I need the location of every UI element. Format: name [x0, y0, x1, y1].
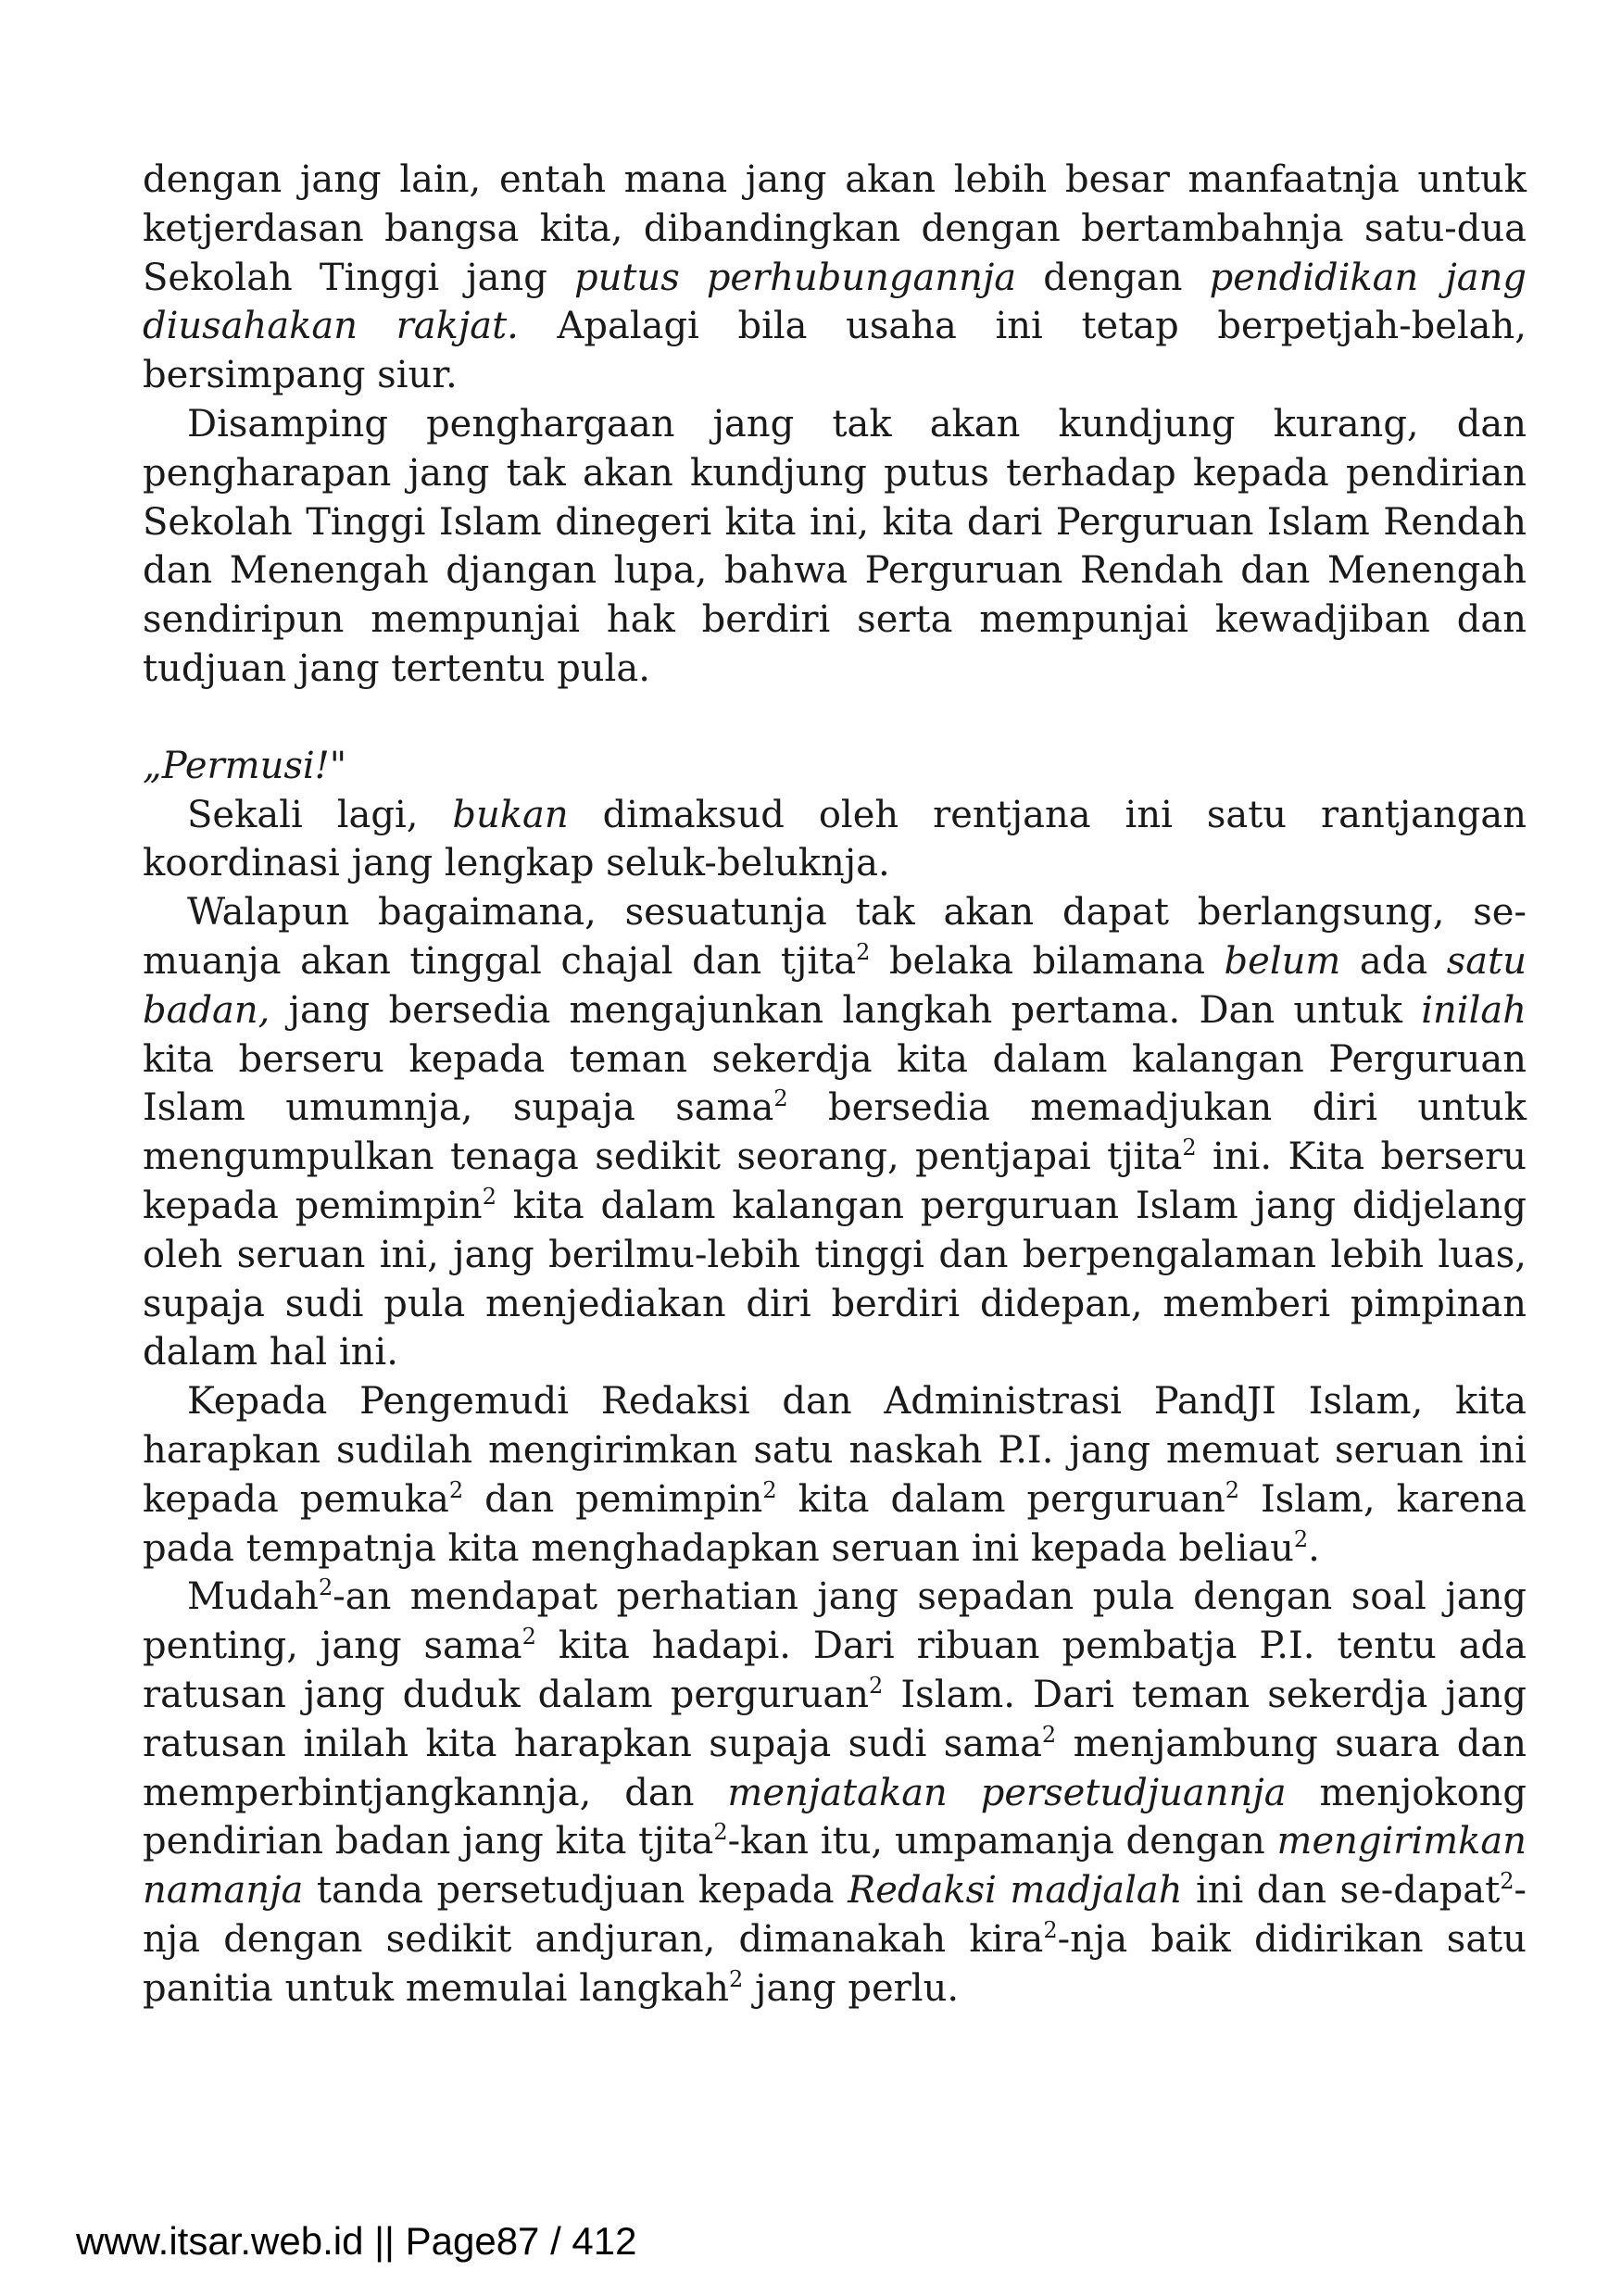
superscript-mark: 2	[521, 1624, 536, 1650]
italic-text: bukan	[452, 793, 569, 836]
superscript-mark: 2	[729, 1965, 744, 1992]
text-run: Sekali lagi,	[187, 793, 453, 836]
text-run: kita dalam perguruan	[776, 1477, 1225, 1521]
superscript-mark: 2	[1043, 1916, 1058, 1943]
text-run: kita dalam kalangan perguruan Islam jang didjelang oleh seruan ini, jang berilmu-lebih tinggi dan berpengalaman lebih luas, supaja sudi pula menjediakan diri berdiri didepan, memberi pimpinan dalam hal ini.	[143, 1184, 1527, 1374]
superscript-mark: 2	[773, 1085, 788, 1112]
text-run: Mudah	[187, 1575, 319, 1619]
text-run: -an mendapat perhatian jang sepadan pula dengan soal jang penting, jang sama	[143, 1575, 1527, 1668]
paragraph	[143, 791, 1527, 889]
text-run: Apalagi bila usaha ini tetap berpetjah-belah, bersimpang siur.	[143, 305, 1527, 397]
superscript-mark: 2	[1041, 1721, 1057, 1748]
text-run: jang perlu.	[743, 1966, 960, 2010]
text-run: -kan itu, umpamanja dengan	[727, 1820, 1277, 1863]
paragraph	[143, 156, 1527, 400]
superscript-mark: 2	[1225, 1476, 1239, 1503]
text-run: bersedia memadjukan diri untuk mengumpulkan tenaga sedikit seorang, pentjapai tjita	[143, 1086, 1527, 1179]
italic-text: satu badan,	[143, 939, 1527, 1032]
italic-text: putus perhubungannja	[573, 256, 1017, 299]
superscript-mark: 2	[1182, 1135, 1197, 1161]
text-run: Kepada Pengemudi Redaksi dan Administrasi PandJI Islam, kita harapkan sudilah mengirimkan satu naskah P.I. jang memuat seruan ini kepada pemuka	[143, 1380, 1527, 1521]
italic-text: menjatakan persetudjuannja	[727, 1771, 1287, 1814]
italic-text: mengirimkan namanja	[143, 1820, 1527, 1913]
paragraph	[143, 1573, 1527, 2013]
superscript-mark: 2	[318, 1575, 333, 1601]
paragraph	[143, 400, 1527, 694]
body-text	[143, 156, 1527, 2013]
text-run: Islam, karena pada tempatnja kita menghadapkan seruan ini kepada beliau	[143, 1477, 1527, 1570]
superscript-mark: 2	[1500, 1868, 1514, 1895]
italic-text: Redaksi madjalah	[848, 1869, 1183, 1913]
text-run: dan pemimpin	[463, 1477, 763, 1521]
superscript-mark: 2	[482, 1183, 496, 1210]
italic-text: belum	[1224, 939, 1341, 983]
text-run: dengan jang lain, entah mana jang akan lebih besar manfaatnja untuk ketjerdasan bangsa kita, dibandingkan dengan bertambahnja satu-dua Sekolah Tinggi jang	[143, 158, 1527, 299]
superscript-mark: 2	[713, 1819, 728, 1846]
paragraph	[143, 888, 1527, 1377]
paragraph	[143, 1377, 1527, 1573]
text-run: ini. Kita berseru kepada pemimpin	[143, 1135, 1527, 1227]
text-run: kita hadapi. Dari ribuan pembatja P.I. tentu ada ratusan jang duduk dalam perguruan	[143, 1625, 1527, 1716]
text-run: menjambung suara dan memperbintjangkannja, dan	[143, 1722, 1527, 1814]
italic-text: pendidikan jang diusahakan rakjat.	[143, 256, 1527, 348]
italic-text: „Permusi!"	[143, 744, 347, 787]
superscript-mark: 2	[1293, 1525, 1309, 1552]
text-run: menjokong pendirian badan jang kita tjita	[143, 1771, 1527, 1863]
text-run: Walapun bagaimana, sesuatunja tak akan dapat berlangsung, semuanja akan tinggal chajal dan tjita	[143, 891, 1527, 983]
text-run: .	[1308, 1526, 1320, 1570]
text-run: dimaksud oleh rentjana ini satu rantjangan koordinasi jang lengkap seluk-beluknja.	[143, 793, 1527, 885]
text-run: -nja baik didirikan satu panitia untuk memulai langkah	[143, 1917, 1527, 2010]
text-run: jang bersedia mengajunkan langkah pertama. Dan untuk	[270, 988, 1422, 1032]
text-run: Islam. Dari teman sekerdja jang ratusan inilah kita harapkan supaja sudi sama	[143, 1673, 1527, 1765]
italic-text: inilah	[1421, 988, 1527, 1032]
text-run: dengan	[1016, 256, 1210, 299]
page-footer: www.itsar.web.id || Page87 / 412	[76, 2219, 637, 2263]
text-run: -nja dengan sedikit andjuran, dimanakah kira	[143, 1869, 1527, 1961]
superscript-mark: 2	[869, 1672, 884, 1699]
text-run: tanda persetudjuan kepada	[303, 1869, 848, 1913]
text-run: belaka bilamana	[870, 939, 1225, 983]
section-heading	[143, 742, 1527, 791]
text-run: ada	[1340, 939, 1447, 983]
text-run: Disamping penghargaan jang tak akan kundjung kurang, dan pengharapan jang tak akan kundjung putus terhadap kepada pendirian Sekolah Tinggi Islam dinegeri kita ini, kita dari Perguruan Islam Rendah dan Menengah djangan lupa, bahwa Perguruan Rendah dan Menengah sendiripun mempunjai hak berdiri serta mempunjai kewadjiban dan tudjuan jang tertentu pula.	[143, 402, 1527, 690]
superscript-mark: 2	[448, 1476, 464, 1503]
superscript-mark: 2	[856, 938, 871, 965]
superscript-mark: 2	[762, 1476, 777, 1503]
text-run: kita berseru kepada teman sekerdja kita dalam kalangan Perguruan Islam umumnja, supaja sama	[143, 1037, 1527, 1130]
text-run: ini dan se-dapat	[1182, 1869, 1501, 1913]
